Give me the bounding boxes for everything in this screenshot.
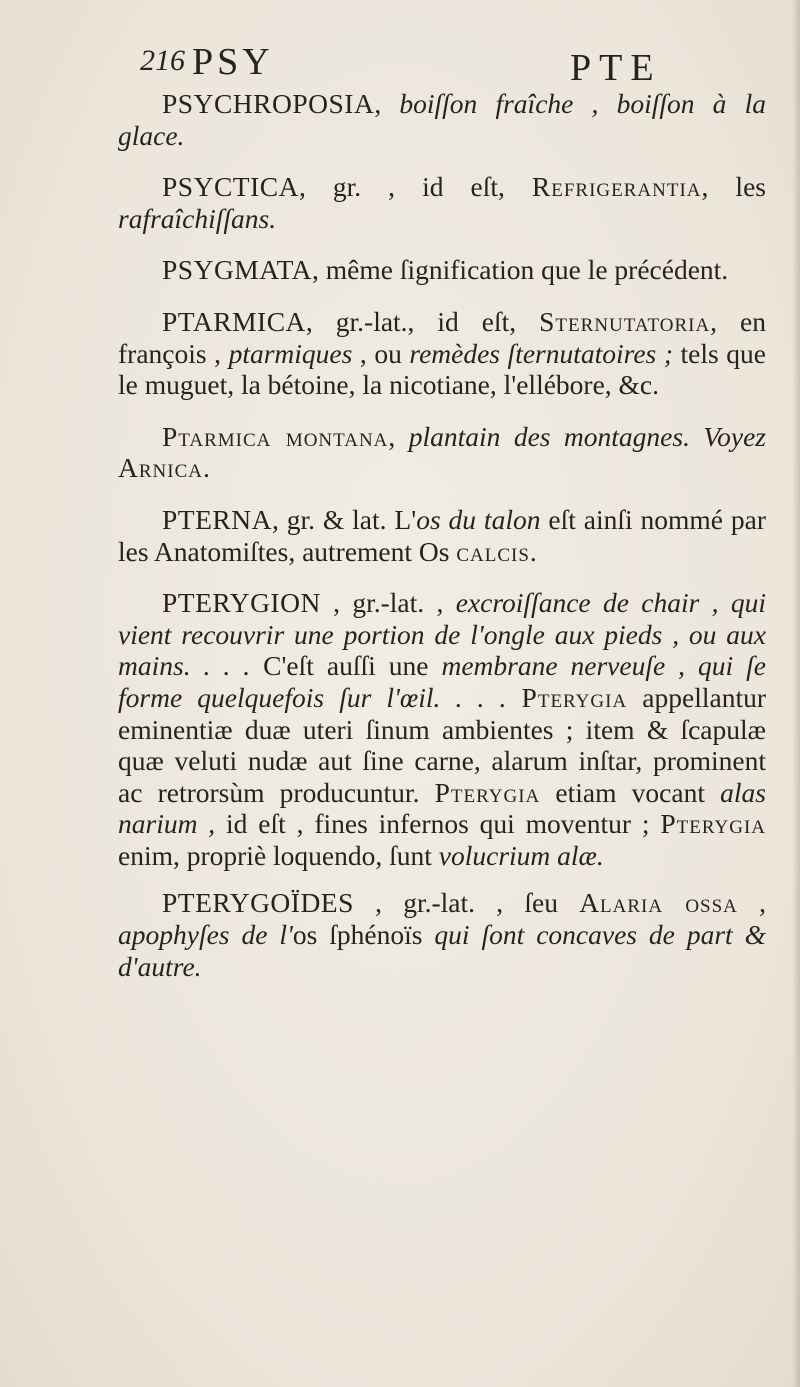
- cross-reference: Arnica.: [118, 452, 211, 484]
- translation: volucrium alæ.: [438, 839, 604, 871]
- entry-text: , gr. & lat. L': [271, 503, 417, 535]
- headword: Ptarmica montana: [162, 420, 389, 452]
- entry-text: enim, propriè loquendo, ſunt: [118, 839, 439, 871]
- translation: remèdes ſternutatoires ;: [409, 337, 673, 369]
- entry-text: , gr.-lat. , ſeu: [353, 887, 580, 919]
- running-header: [140, 40, 690, 90]
- cross-reference: Refrigerantia: [531, 171, 702, 203]
- entry-text: ,: [737, 887, 767, 919]
- headword: PTARMICA: [162, 305, 306, 337]
- entry-text: , gr. , id eſt,: [298, 171, 532, 203]
- headword: PSYCTICA: [162, 171, 299, 203]
- entry-text: , gr.-lat., id eſt,: [305, 305, 540, 337]
- page-number: 216: [140, 44, 185, 77]
- translation: excroiſſance de chair , qui vient recouvrir une portion de l'ongle aux pieds , ou aux mains. . . .: [118, 587, 766, 682]
- right-guide-word: PTE: [570, 47, 662, 89]
- entry-text: C'eſt auſſi une: [250, 650, 442, 682]
- headword: PTERYGION: [162, 587, 321, 619]
- entry-text: id eſt , fines infernos qui moventur ;: [215, 808, 661, 840]
- entry-text: [506, 682, 521, 713]
- translation: rafraîchiſſans.: [118, 202, 277, 234]
- dictionary-column: [118, 88, 766, 1002]
- entry-psyctica: [118, 171, 766, 234]
- translation: membrane nerveuſe , qui ſe forme quelquefois ſur l'œil. . . .: [118, 650, 766, 713]
- entry-psygmata: [118, 254, 766, 286]
- page-edge-shadow: [792, 0, 800, 1387]
- translation: boiſſon fraîche , boiſſon à la glace.: [118, 88, 766, 151]
- translation: ptarmiques: [228, 337, 353, 369]
- entry-pterygoides: [118, 887, 766, 982]
- entry-text: appellantur eminentiæ duæ uteri ſinum ambientes ; item & ſcapulæ quæ veluti nudæ aut ſine carne, alarum inſtar, prominent ac retrorsùm producuntur.: [118, 681, 766, 808]
- entry-text: , ou: [352, 337, 410, 369]
- entry-text: etiam vocant: [540, 776, 721, 808]
- translation: plantain des montagnes. Voyez: [408, 420, 766, 452]
- entry-text: , en françois ,: [118, 305, 766, 369]
- entry-ptarmica-montana: [118, 421, 766, 484]
- cross-reference: Pterygia: [521, 681, 628, 713]
- entry-text: , même ſignification que le précédent.: [312, 254, 729, 286]
- entry-text: tels que le muguet, la bétoine, la nicotiane, l'ellébore, &c.: [118, 337, 767, 401]
- entry-text: ,: [374, 88, 400, 119]
- headword: PSYCHROPOSIA: [162, 88, 375, 119]
- translation: apophyſes de l': [118, 919, 293, 951]
- entry-text: os ſphénoïs: [292, 919, 435, 951]
- entry-pterna: [118, 504, 766, 567]
- cross-reference: calcis.: [456, 535, 538, 567]
- headword: PSYGMATA: [162, 254, 313, 286]
- entry-text: eſt ainſi nommé par les Anatomiſtes, autrement Os: [118, 503, 767, 567]
- cross-reference: Sternutatoria: [539, 305, 711, 337]
- left-guide-word: PSY: [192, 41, 274, 83]
- headword: PTERYGOÏDES: [162, 887, 354, 919]
- entry-psychroposia: [118, 88, 766, 151]
- headword: PTERNA: [162, 503, 272, 535]
- entry-text: , les: [701, 171, 766, 203]
- entry-text: , gr.-lat. ,: [320, 587, 456, 619]
- cross-reference: Pterygia: [434, 776, 541, 808]
- cross-reference: Pterygia: [660, 808, 767, 840]
- cross-reference: Alaria ossa: [579, 887, 738, 919]
- entry-text: ,: [388, 420, 409, 452]
- translation: qui ſont concaves de part & d'autre.: [118, 919, 767, 982]
- translation: os du talon: [416, 503, 541, 535]
- entry-ptarmica: [118, 306, 766, 401]
- translation: alas narium ,: [118, 776, 767, 840]
- entry-pterygion: [118, 587, 766, 871]
